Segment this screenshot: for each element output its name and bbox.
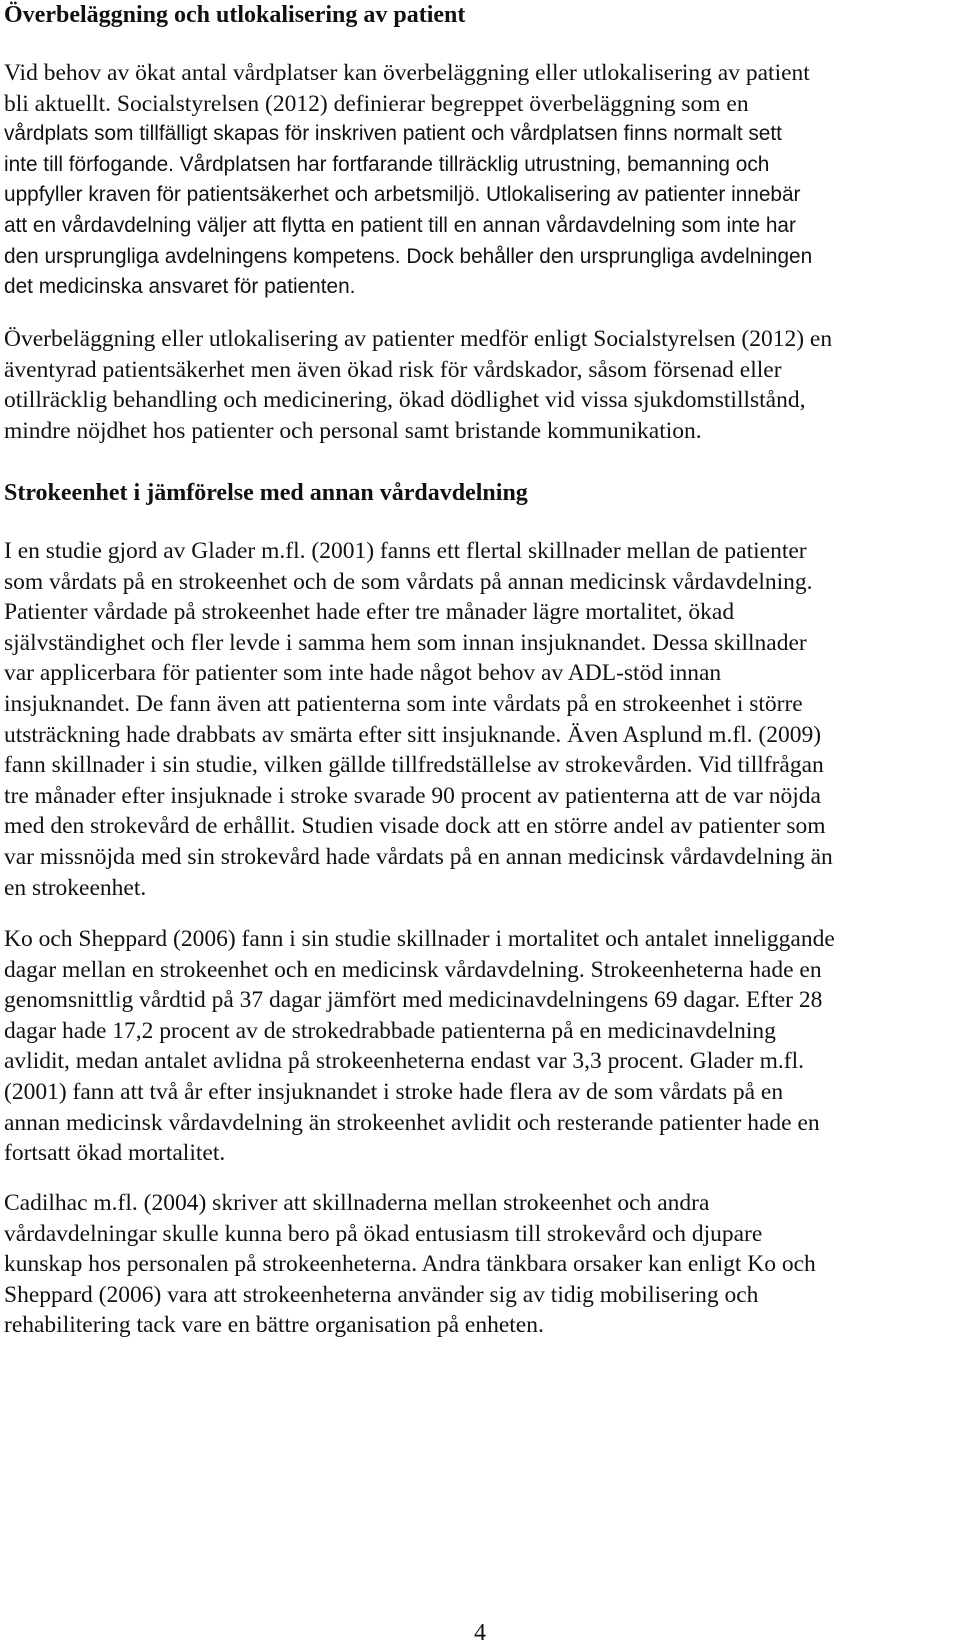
- text-line: vårdplats som tillfälligt skapas för inskriven patient och vårdplatsen finns normalt sett: [4, 122, 782, 146]
- text-line: uppfyller kraven för patientsäkerhet och arbetsmiljö. Utlokalisering av patienter innebär: [4, 183, 801, 207]
- text-line: att en vårdavdelning väljer att flytta en patient till en annan vårdavdelning som inte har: [4, 213, 796, 237]
- text-line: Ko och Sheppard (2006) fann i sin studie skillnader i mortalitet och antalet inneliggande: [4, 926, 835, 952]
- section-heading-overbelaggning: Överbeläggning och utlokalisering av patient: [4, 2, 466, 28]
- text-line: utsträckning hade drabbats av smärta efter sitt insjuknande. Även Asplund m.fl. (2009): [4, 721, 822, 748]
- text-line: Sheppard (2006) vara att strokeenheterna använder sig av tidig mobilisering och: [4, 1281, 759, 1308]
- paragraph-ko-sheppard: [4, 924, 956, 1169]
- paragraph-overbelaggning-definition: [4, 58, 956, 303]
- text-line: Vid behov av ökat antal vårdplatser kan överbeläggning eller utlokalisering av patient: [4, 60, 810, 86]
- paragraph-glader-asplund: [4, 536, 956, 903]
- text-line: självständighet och fler levde i samma hem som innan insjuknandet. Dessa skillnader: [4, 629, 807, 656]
- text-line: avlidit, medan antalet avlidna på strokeenheterna endast var 3,3 procent. Glader m.fl.: [4, 1048, 804, 1075]
- text-line: Cadilhac m.fl. (2004) skriver att skillnaderna mellan strokeenhet och andra: [4, 1190, 710, 1216]
- paragraph-cadilhac: [4, 1188, 956, 1341]
- text-line: med den strokevård de erhållit. Studien visade dock att en större andel av patienter som: [4, 813, 826, 840]
- text-line: den ursprungliga avdelningens kompetens. Dock behåller den ursprungliga avdelningen: [4, 244, 813, 268]
- text-line: mindre nöjdhet hos patienter och personal samt bristande kommunikation.: [4, 417, 702, 444]
- section-heading-strokeenhet: Strokeenhet i jämförelse med annan vårdavdelning: [4, 480, 528, 506]
- text-line: vårdavdelningar skulle kunna bero på ökad entusiasm till strokevård och djupare: [4, 1220, 763, 1247]
- text-line: fann skillnader i sin studie, vilken gällde tillfredställelse av strokevården. Vid tillfrågan: [4, 752, 824, 779]
- text-line: Patienter vårdade på strokeenhet hade efter tre månader lägre mortalitet, ökad: [4, 599, 735, 626]
- text-line: (2001) fann att två år efter insjuknandet i stroke hade flera av de som vårdats på en: [4, 1078, 784, 1105]
- text-line: otillräcklig behandling och medicinering, ökad dödlighet vid vissa sjukdomstillstånd,: [4, 387, 806, 414]
- text-line: dagar mellan en strokeenhet och en medicinsk vårdavdelning. Strokeenheterna hade en: [4, 956, 822, 983]
- text-line: Överbeläggning eller utlokalisering av patienter medför enligt Socialstyrelsen (2012) en: [4, 326, 833, 352]
- text-line: insjuknandet. De fann även att patienterna som inte vårdats på en strokeenhet i större: [4, 690, 803, 717]
- text-line: en strokeenhet.: [4, 874, 147, 901]
- text-line: var missnöjda med sin strokevård hade vårdats på en annan medicinsk vårdavdelning än: [4, 843, 833, 870]
- text-line: fortsatt ökad mortalitet.: [4, 1140, 226, 1167]
- text-line: tre månader efter insjuknade i stroke svarade 90 procent av patienterna att de var nöjda: [4, 782, 821, 809]
- text-line: annan medicinsk vårdavdelning än strokeenhet avlidit och resterande patienter hade en: [4, 1109, 820, 1136]
- text-line: dagar hade 17,2 procent av de strokedrabbade patienterna på en medicinavdelning: [4, 1017, 776, 1044]
- paragraph-overbelaggning-risker: [4, 324, 956, 446]
- text-line: inte till förfogande. Vårdplatsen har fortfarande tillräcklig utrustning, bemanning och: [4, 152, 770, 176]
- text-line: kunskap hos personalen på strokeenheterna. Andra tänkbara orsaker kan enligt Ko och: [4, 1251, 816, 1278]
- text-line: rehabilitering tack vare en bättre organisation på enheten.: [4, 1312, 544, 1339]
- text-line: genomsnittlig vårdtid på 37 dagar jämfört med medicinavdelningens 69 dagar. Efter 28: [4, 987, 823, 1014]
- text-line: bli aktuellt. Socialstyrelsen (2012) definierar begreppet överbeläggning som en: [4, 90, 749, 117]
- text-line: I en studie gjord av Glader m.fl. (2001) fanns ett flertal skillnader mellan de patienter: [4, 538, 807, 564]
- page-number: 4: [474, 1620, 486, 1646]
- text-line: som vårdats på en strokeenhet och de som vårdats på annan medicinsk vårdavdelning.: [4, 568, 813, 595]
- text-line: var applicerbara för patienter som inte hade något behov av ADL-stöd innan: [4, 660, 722, 687]
- text-line: äventyrad patientsäkerhet men även ökad risk för vårdskador, såsom försenad eller: [4, 356, 782, 383]
- text-line: det medicinska ansvaret för patienten.: [4, 275, 356, 299]
